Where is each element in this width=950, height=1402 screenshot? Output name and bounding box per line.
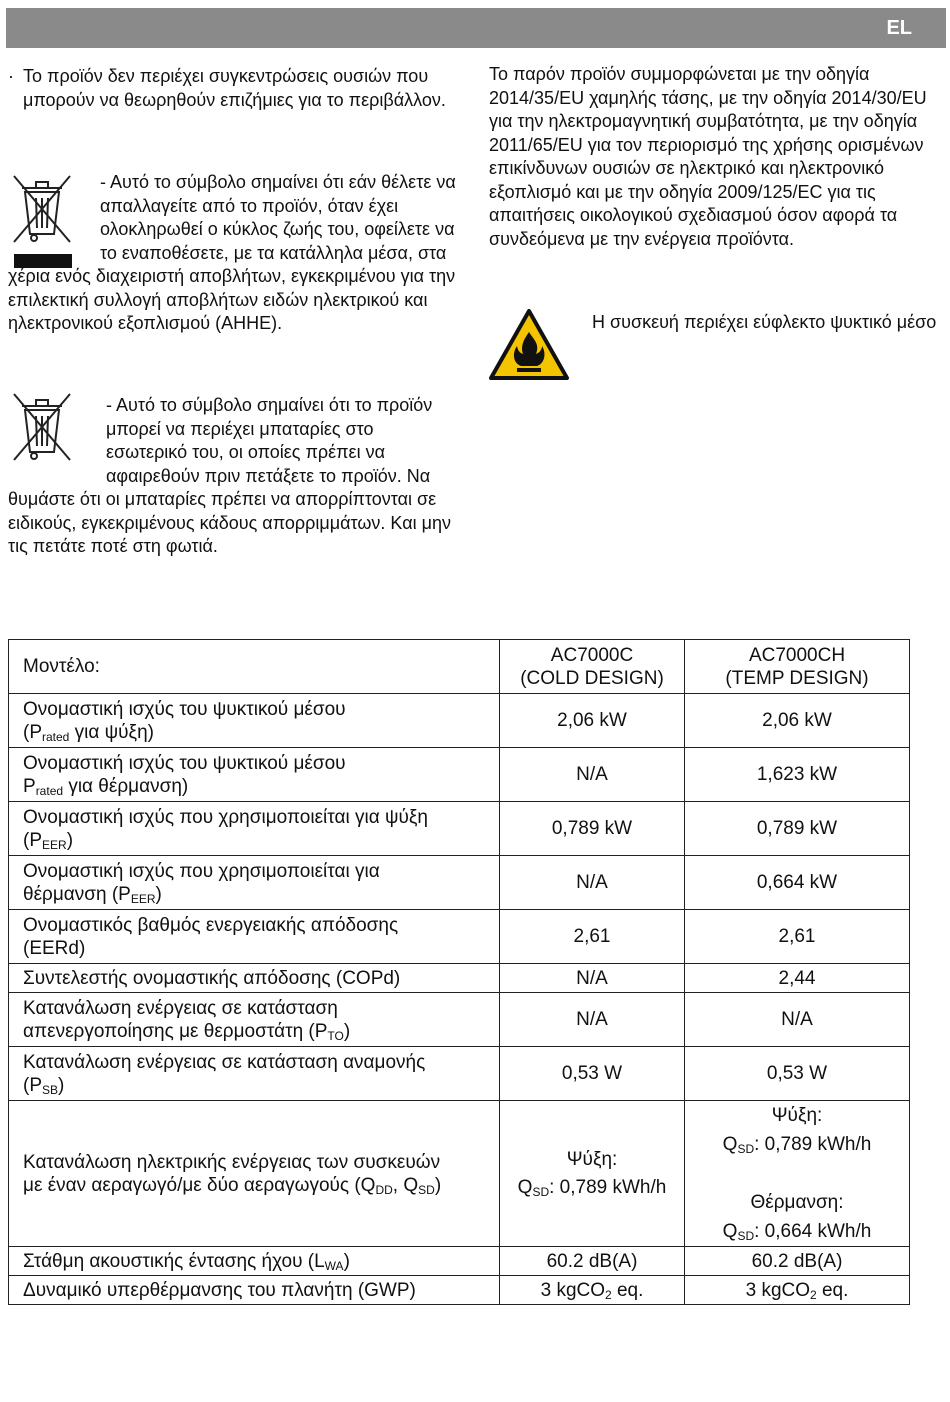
spec-table [8, 639, 910, 1305]
sound-power-label: Στάθμη ακουστικής έντασης ήχου $(L_{WA})$ [9, 1247, 500, 1276]
table-cell: N/A [500, 748, 685, 802]
table-row [9, 993, 910, 1047]
table-row [9, 1276, 910, 1305]
table-cell: 3 kgCO$_2$ eq. [500, 1276, 685, 1305]
gwp-label: Δυναμικό υπερθέρμανσης του πλανήτη (GWP) [9, 1276, 500, 1305]
table-cell: 1,623 kW [685, 748, 910, 802]
model-temp-design: AC7000CH (TEMP DESIGN) [685, 640, 910, 694]
table-cell: 3 kgCO$_2$ eq. [685, 1276, 910, 1305]
rated-cooling-capacity-label: Ονομαστική ισχύς του ψυκτικού μέσου ($P_{rated}$ για ψύξη) [9, 694, 500, 748]
weee-statement: - Αυτό το σύμβολο σημαίνει ότι εάν θέλετε να απαλλαγείτε από το προϊόν, όταν έχει ολοκληρωθεί ο κύκλος ζωής του, οφείλετε να το εναποθέσετε, με τα κατάλληλα μέσα, στα χέρια ενός διαχειριστή αποβλήτων, εγκεκριμένου για την επιλεκτική συλλογή αποβλήτων ειδών ηλεκτρικού και ηλεκτρονικού εξοπλισμού (ΑΗΗΕ). [8, 172, 456, 333]
electricity-consumption-label: Κατανάλωση ηλεκτρικής ενέργειας των συσκευών με έναν αεραγωγό/με δύο αεραγωγούς ($Q_{DD}$, $Q_{SD}$) [9, 1101, 500, 1247]
table-cell: 2,06 kW [500, 694, 685, 748]
table-cell: 2,44 [685, 964, 910, 993]
table-cell: 60.2 dB(A) [685, 1247, 910, 1276]
flammable-warning-icon [488, 308, 570, 382]
bullet-mark: · [8, 66, 14, 86]
cop-label: Συντελεστής ονομαστικής απόδοσης (COPd) [9, 964, 500, 993]
table-cell: 2,61 [685, 910, 910, 964]
table-cell: 0,53 W [685, 1047, 910, 1101]
standby-power-label: Κατανάλωση ενέργειας σε κατάσταση αναμονής $(P_{SB})$ [9, 1047, 500, 1101]
table-row [9, 802, 910, 856]
table-cell: 0,664 kW [685, 856, 910, 910]
table-row [9, 640, 910, 694]
table-row [9, 910, 910, 964]
cooling-power-input-label: Ονομαστική ισχύς που χρησιμοποιείται για ψύξη $(P_{EER})$ [9, 802, 500, 856]
table-cell: 2,61 [500, 910, 685, 964]
rated-heating-capacity-label: Ονομαστική ισχύς του ψυκτικού μέσου $P_{rated}$ για θέρμανση) [9, 748, 500, 802]
table-cell: N/A [500, 993, 685, 1047]
table-cell: N/A [685, 993, 910, 1047]
header-bar [6, 8, 946, 48]
table-row [9, 964, 910, 993]
battery-statement: - Αυτό το σύμβολο σημαίνει ότι το προϊόν μπορεί να περιέχει μπαταρίες στο εσωτερικό του, οι οποίες πρέπει να αφαιρεθούν πριν πετάξετε το προϊόν. Να θυμάστε ότι οι μπαταρίες πρέπει να απορρίπτονται σε ειδικούς, εγκεκριμένους κάδους απορριμμάτων. Και μην τις πετάτε ποτέ στη φωτιά. [8, 395, 451, 556]
table-row [9, 1047, 910, 1101]
environment-statement: Το προϊόν δεν περιέχει συγκεντρώσεις ουσιών που μπορούν να θεωρηθούν επιζήμιες για το περιβάλλον. [23, 66, 446, 110]
language-code: EL [886, 17, 912, 39]
table-cell: N/A [500, 964, 685, 993]
compliance-statement: Το παρόν προϊόν συμμορφώνεται με την οδηγία 2014/35/EU χαμηλής τάσης, με την οδηγία 2014/30/EU για την ηλεκτρομαγνητική συμβατότητα, με την οδηγία 2011/65/EU για τον περιορισμό της χρήσης ορισμένων επικίνδυνων ουσιών σε ηλεκτρικό και ηλεκτρονικό εξοπλισμό και με την οδηγία 2009/125/EC για τις απαιτήσεις οικολογικού σχεδιασμού όσον αφορά τα συνδεόμενα με την ενέργεια προϊόντα. [489, 64, 927, 249]
model-label-cell: Μοντέλο: [9, 640, 500, 694]
table-row [9, 1101, 910, 1247]
table-cell: 0,789 kW [500, 802, 685, 856]
table-cell: Ψύξη: $Q_{SD}$: 0,789 kWh/h [500, 1101, 685, 1247]
table-row [9, 856, 910, 910]
table-cell: 60.2 dB(A) [500, 1247, 685, 1276]
table-row [9, 694, 910, 748]
model-cold-design: AC7000C (COLD DESIGN) [500, 640, 685, 694]
flammable-refrigerant-notice: Η συσκευή περιέχει εύφλεκτο ψυκτικό μέσο [592, 312, 937, 332]
eer-label: Ονομαστικός βαθμός ενεργειακής απόδοσης (EERd) [9, 910, 500, 964]
table-row [9, 1247, 910, 1276]
thermostat-off-power-label: Κατανάλωση ενέργειας σε κατάσταση απενεργοποίησης με θερμοστάτη $(P_{TO})$ [9, 993, 500, 1047]
table-cell: 2,06 kW [685, 694, 910, 748]
table-cell: Ψύξη: $Q_{SD}$: 0,789 kWh/h Θέρμανση: $Q_{SD}$: 0,664 kWh/h [685, 1101, 910, 1247]
table-row [9, 748, 910, 802]
heating-power-input-label: Ονομαστική ισχύς που χρησιμοποιείται για θέρμανση $(P_{EER})$ [9, 856, 500, 910]
table-cell: 0,789 kW [685, 802, 910, 856]
table-cell: N/A [500, 856, 685, 910]
table-cell: 0,53 W [500, 1047, 685, 1101]
